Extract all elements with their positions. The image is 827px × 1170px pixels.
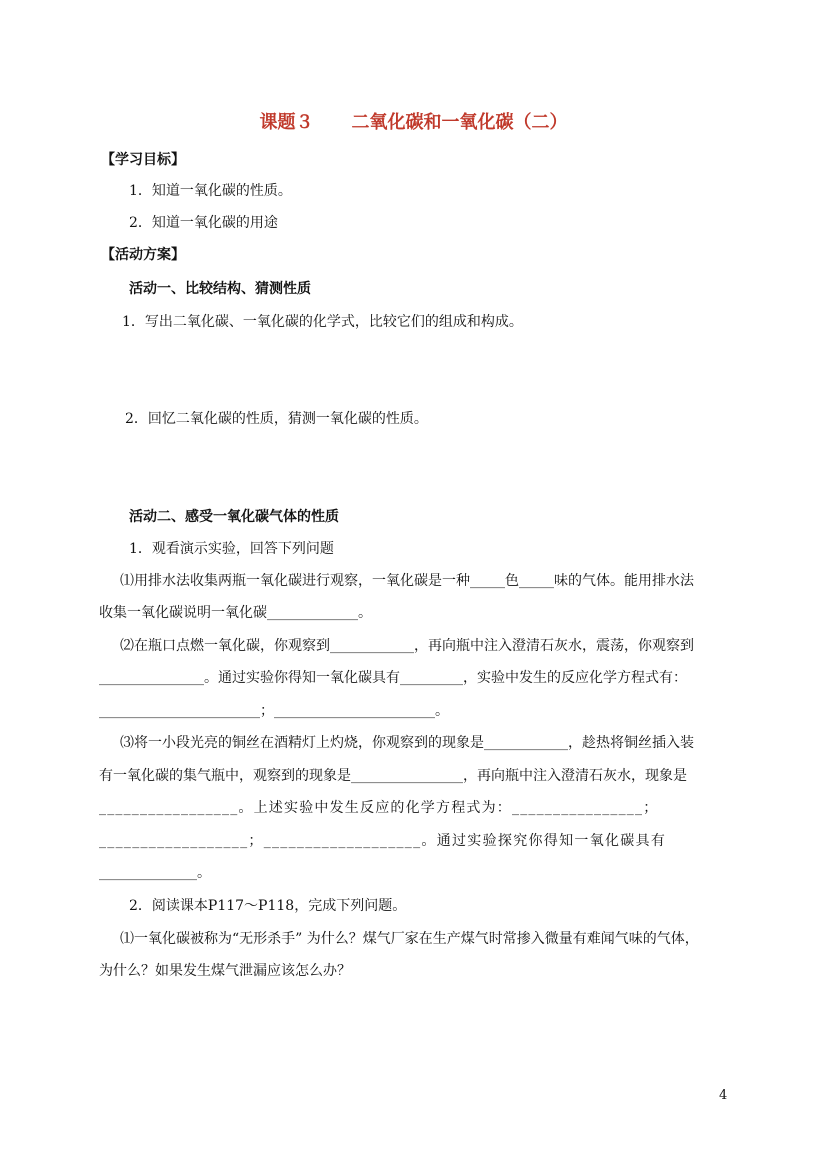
paragraph-4-line-2: 为什么？如果发生煤气泄漏应该怎么办？: [99, 963, 351, 979]
activity1-question-2: 2．回忆二氧化碳的性质，猜测一氧化碳的性质。: [125, 411, 428, 427]
page-number: 4: [719, 1088, 728, 1103]
goal-2: 2．知道一氧化碳的用途: [129, 215, 278, 231]
activity2-question-1: 1．观看演示实验，回答下列问题: [129, 541, 334, 557]
goals-header: 【学习目标】: [101, 152, 185, 168]
activity2-title: 活动二、感受一氧化碳气体的性质: [129, 509, 339, 525]
activity2-question-2: 2．阅读课本P117～P118，完成下列问题。: [129, 898, 407, 914]
paragraph-3-line-3: _________________。上述实验中发生反应的化学方程式为：________________；: [99, 800, 659, 816]
paragraph-2-line-3: _______________________；_______________________。: [99, 703, 449, 719]
paragraph-2-line-1: ⑵在瓶口点燃一氧化碳，你观察到____________，再向瓶中注入澄清石灰水，震荡，你观察到: [120, 638, 694, 654]
activity1-title: 活动一、比较结构、猜测性质: [129, 281, 311, 297]
goal-1: 1．知道一氧化碳的性质。: [129, 183, 292, 199]
activity1-question-1: 1．写出二氧化碳、一氧化碳的化学式，比较它们的组成和构成。: [122, 314, 523, 330]
paragraph-2-line-2: _______________。通过实验你得知一氧化碳具有_________，实验中发生的反应化学方程式有：: [99, 670, 687, 686]
paragraph-3-line-2: 有一氧化碳的集气瓶中，观察到的现象是________________，再向瓶中注入澄清石灰水，现象是: [99, 768, 687, 784]
paragraph-3-line-5: ______________。: [99, 865, 211, 881]
plan-header: 【活动方案】: [101, 247, 185, 263]
page-title: [0, 108, 827, 134]
title-lesson: 课题３: [259, 112, 314, 133]
paragraph-3-line-4: __________________；___________________。通过实验探究你得知一氧化碳具有: [99, 833, 667, 849]
paragraph-4-line-1: ⑴一氧化碳被称为“无形杀手” 为什么？煤气厂家在生产煤气时常掺入微量有难闻气味的气体，: [120, 931, 699, 947]
paragraph-1-line-2: 收集一氧化碳说明一氧化碳_____________。: [99, 605, 372, 621]
title-topic: 二氧化碳和一氧化碳（二）: [351, 112, 568, 133]
paragraph-1-line-1: ⑴用排水法收集两瓶一氧化碳进行观察，一氧化碳是一种_____色_____味的气体。能用排水法: [120, 573, 694, 589]
paragraph-3-line-1: ⑶将一小段光亮的铜丝在酒精灯上灼烧，你观察到的现象是____________，趁热将铜丝插入装: [120, 735, 694, 751]
